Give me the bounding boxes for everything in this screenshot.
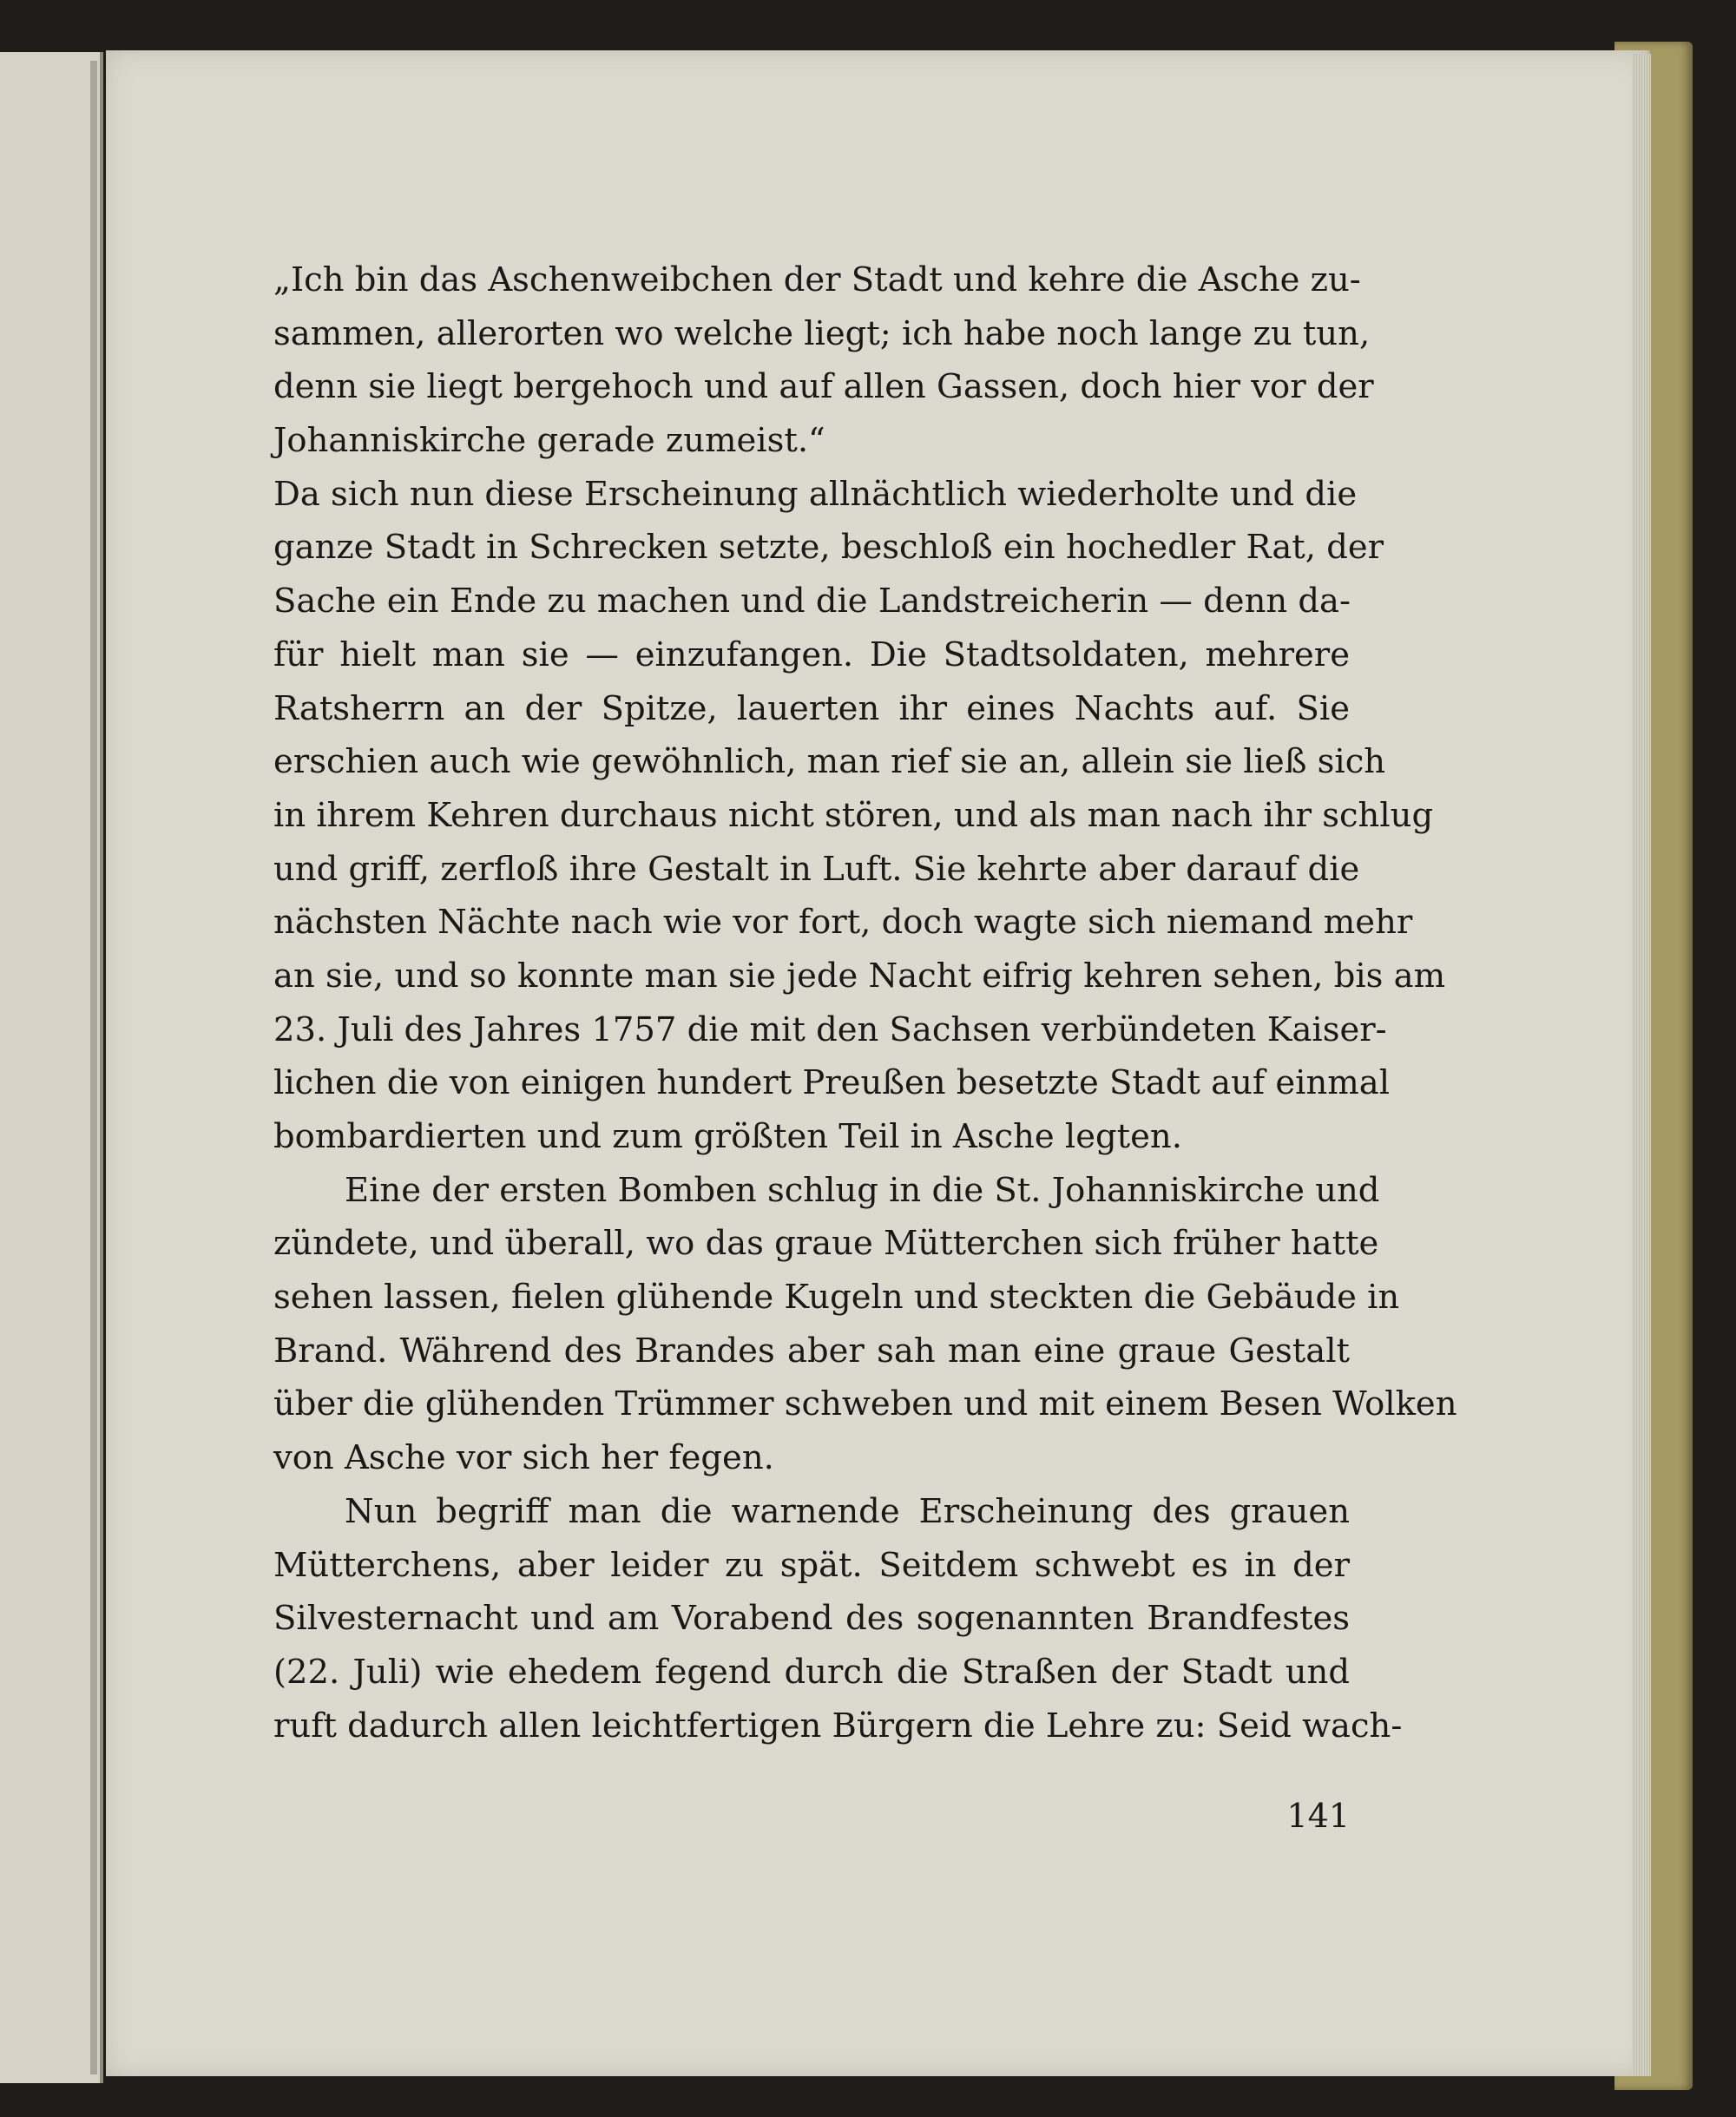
text-line: Sache ein Ende zu machen und die Landstreicherin — denn da-	[273, 582, 1351, 621]
text-line: denn sie liegt bergehoch und auf allen Gassen, doch hier vor der	[273, 367, 1374, 407]
text-line: ruft dadurch allen leichtfertigen Bürgern die Lehre zu: Seid wach-	[273, 1706, 1403, 1746]
text-line: 23. Juli des Jahres 1757 die mit den Sachsen verbündeten Kaiser-	[273, 1009, 1387, 1049]
left-page-gutter	[90, 61, 97, 2074]
text-line: (22. Juli) wie ehedem fegend durch die Straßen der Stadt und	[273, 1652, 1350, 1692]
text-line: Silvesternacht und am Vorabend des sogenannten Brandfestes	[273, 1599, 1350, 1639]
text-line: „Ich bin das Aschenweibchen der Stadt und kehre die Asche zu-	[273, 260, 1361, 299]
text-line: sehen lassen, fielen glühende Kugeln und steckten die Gebäude in	[273, 1278, 1400, 1318]
text-line: Ratsherrn an der Spitze, lauerten ihr eines Nachts auf. Sie	[273, 688, 1350, 728]
text-line: erschien auch wie gewöhnlich, man rief sie an, allein sie ließ sich	[273, 742, 1386, 782]
text-line: zündete, und überall, wo das graue Mütterchen sich früher hatte	[273, 1224, 1379, 1264]
text-line: Mütterchens, aber leider zu spät. Seitdem schwebt es in der	[273, 1545, 1350, 1585]
page-stack-edge	[1632, 54, 1651, 2076]
text-line: Johanniskirche gerade zumeist.“	[273, 421, 825, 461]
text-line: über die glühenden Trümmer schweben und mit einem Besen Wolken	[273, 1384, 1457, 1424]
text-line: ganze Stadt in Schrecken setzte, beschloß ein hochedler Rat, der	[273, 528, 1384, 568]
page-number: 141	[1286, 1797, 1350, 1835]
text-line: an sie, und so konnte man sie jede Nacht eifrig kehren sehen, bis am	[273, 956, 1446, 996]
body-text	[273, 253, 1457, 1752]
text-line: für hielt man sie — einzufangen. Die Stadtsoldaten, mehrere	[273, 634, 1350, 674]
text-line: und griff, zerfloß ihre Gestalt in Luft. Sie kehrte aber darauf die	[273, 849, 1360, 889]
text-line: Nun begriff man die warnende Erscheinung des grauen	[345, 1491, 1350, 1531]
text-line: sammen, allerorten wo welche liegt; ich habe noch lange zu tun,	[273, 313, 1371, 353]
text-line: Brand. Während des Brandes aber sah man eine graue Gestalt	[273, 1331, 1350, 1371]
text-line: Eine der ersten Bomben schlug in die St. Johanniskirche und	[345, 1170, 1380, 1210]
left-page-edge	[0, 52, 103, 2083]
text-line: in ihrem Kehren durchaus nicht stören, und als man nach ihr schlug	[273, 795, 1434, 835]
text-line: bombardierten und zum größten Teil in Asche legten.	[273, 1117, 1182, 1156]
text-line: von Asche vor sich her fegen.	[273, 1438, 774, 1478]
text-line: Da sich nun diese Erscheinung allnächtlich wiederholte und die	[273, 474, 1358, 514]
text-line: lichen die von einigen hundert Preußen besetzte Stadt auf einmal	[273, 1063, 1391, 1103]
text-line: nächsten Nächte nach wie vor fort, doch wagte sich niemand mehr	[273, 903, 1413, 943]
